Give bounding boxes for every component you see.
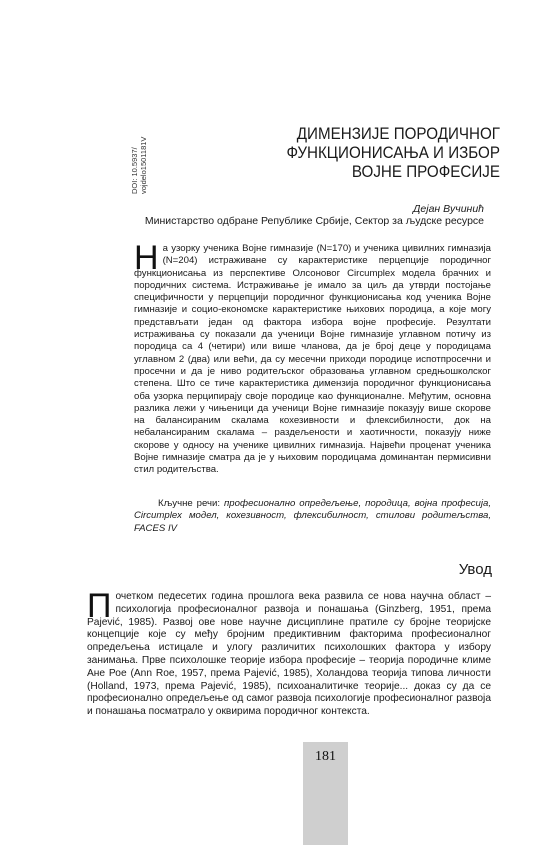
section-heading: Увод <box>458 561 492 578</box>
intro-dropcap: П <box>87 587 112 625</box>
intro-paragraph <box>87 587 491 719</box>
author-name: Дејан Вучинић <box>413 203 484 215</box>
abstract-text: а узорку ученика Војне гимназије (N=170) и ученика цивилних гимназија (N=204) истраживане су карактеристике перцепције породичног функционисања из перспективе Олсоновог Circumplex модела брачних и породичних система. Истраживање је имало за циљ да утврди постојање специфичности у перцепцији породичног функционисања код ученика Војне гимназије и социо-економске карактеристике њихових породица, а које могу представљати један од фактора избора војне професије. Резултати истраживања су показали да ученици Војне гимназије углавном потичу из породица са 4 (четири) или више чланова, да је број деце у породицама углавном 2 (два) или већи, да су месечни приходи породице испотпросечни и просечни и да је ниво родитељског образовања углавном средњошколског степена. Што се тиче карактеристика димензија породичног функционисања оба узорка перципирају своје породице као функционалне. Међутим, основна разлика лежи у чињеници да ученици Војне гимназије показују више скорове на балансираним скалама кохезивности и флексибилности, док на небалансираним скалама – раздељености и хаотичности, показују ниже скорове у односу на ученике цивилних гимназија. Највећи проценат ученика Војне гимназије сматра да је у њиховим породицама доминантан пермисивни стил родитељства. <box>134 243 491 476</box>
page-number-tab <box>303 742 348 845</box>
abstract-dropcap: Н <box>134 239 159 277</box>
doi-label <box>127 118 163 198</box>
keywords-text: професионално опредељење, породица, војна професија, Circumplex модел, кохезивност, флексибилност, стилови родитељства, FACES IV <box>134 498 491 534</box>
title-line-1: ДИМЕНЗИЈЕ ПОРОДИЧНОГ <box>296 125 500 143</box>
intro-text: очетком педесетих година прошлога века развила се нова научна област – психологија професионалног развоја и понашања (Ginzberg, 1951, према Pajević, 1985). Развој ове нове научне дисциплине пратиле су бројне теоријске концепције које су међу бројним предиктивним факторима професионалног опредељења истицале и улогу различитих психолошких фактора у избору занимања. Прве психолошке теорије избора професије – теорија породичне климе Ане Рое (Ann Roe, 1957, према Pajević, 1985), Холандова теорија типова личности (Holland, 1973, према Pajević, 1985), психоаналитичке теорије... доказ су да се професионално опредељење од самог развоја психологије професионалног развоја и понашања посматрало у оквирима породичног контекста. <box>87 591 491 718</box>
abstract <box>134 239 491 477</box>
keywords <box>134 498 491 535</box>
author-affiliation: Министарство одбране Републике Србије, Сектор за људске ресурсе <box>144 215 484 227</box>
page-number: 181 <box>315 749 336 764</box>
title-line-3: ВОЈНЕ ПРОФЕСИЈЕ <box>351 163 500 181</box>
doi-line-1: DOI: 10.5937/ <box>130 147 139 194</box>
article-title <box>233 125 500 182</box>
doi-line-2: vojdelo1501181V <box>139 136 148 194</box>
keywords-label: Кључне речи: <box>158 498 221 509</box>
title-line-2: ФУНКЦИОНИСАЊА И ИЗБОР <box>286 144 500 162</box>
